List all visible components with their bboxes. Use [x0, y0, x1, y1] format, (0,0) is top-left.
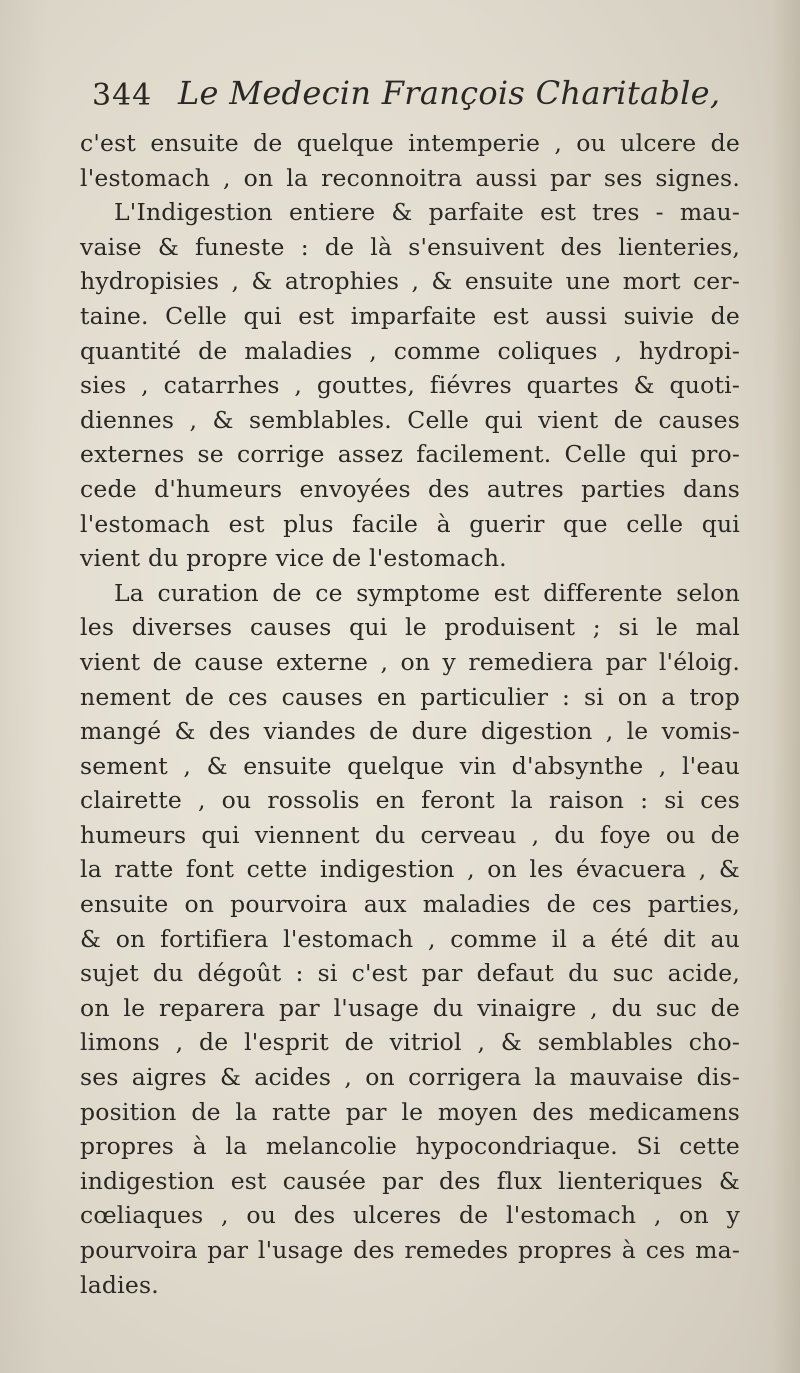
text-line: nement de ces causes en particulier : si on a trop: [80, 682, 740, 711]
text-line: les diverses causes qui le produisent ; si le mal: [80, 613, 740, 642]
text-line: on le reparera par l'usage du vinaigre , du suc de: [80, 993, 740, 1022]
text-line: c'est ensuite de quelque intemperie , ou ulcere de: [80, 129, 740, 157]
text-line: quantité de maladies , comme coliques , hydropi-: [80, 336, 740, 365]
text-line: taine. Celle qui est imparfaite est aussi suivie de: [80, 301, 740, 330]
page-number: 344: [92, 78, 153, 113]
text-line: vaise & funeste : de là s'ensuivent des lienteries,: [80, 232, 740, 261]
page-header: [92, 74, 721, 124]
text-line: vient de cause externe , on y remediera par l'éloig.: [80, 647, 740, 676]
text-line: humeurs qui viennent du cerveau , du foye ou de: [80, 820, 740, 849]
text-line: ensuite on pourvoira aux maladies de ces parties,: [80, 890, 740, 919]
running-head-title: Le Medecin François Charitable,: [178, 74, 721, 112]
paragraph-start-line: L'Indigestion entiere & parfaite est tres - mau-: [114, 198, 740, 227]
paragraph-end-line: vient du propre vice de l'estomach.: [80, 544, 507, 573]
text-line: l'estomach est plus facile à guerir que celle qui: [80, 509, 740, 538]
text-line: & on fortifiera l'estomach , comme il a été dit au: [80, 924, 740, 953]
paragraph-end-line: ladies.: [80, 1270, 159, 1299]
text-line: pourvoira par l'usage des remedes propres à ces ma-: [80, 1236, 740, 1264]
text-line: indigestion est causée par des flux lienteriques &: [80, 1166, 740, 1195]
text-line: cede d'humeurs envoyées des autres parties dans: [80, 474, 740, 503]
text-line: l'estomach , on la reconnoitra aussi par ses signes.: [80, 163, 740, 192]
text-line: externes se corrige assez facilement. Celle qui pro-: [80, 440, 740, 469]
text-line: sies , catarrhes , gouttes, fiévres quartes & quoti-: [80, 371, 740, 400]
text-line: ses aigres & acides , on corrigera la mauvaise dis-: [80, 1063, 740, 1092]
body-text: [80, 126, 740, 1302]
text-line: propres à la melancolie hypocondriaque. Si cette: [80, 1132, 740, 1161]
text-line: sujet du dégoût : si c'est par defaut du suc acide,: [80, 959, 740, 988]
text-line: position de la ratte par le moyen des medicamens: [80, 1097, 740, 1126]
paragraph-start-line: La curation de ce symptome est differente selon: [114, 578, 740, 607]
text-line: sement , & ensuite quelque vin d'absynthe , l'eau: [80, 751, 740, 780]
text-line: clairette , ou rossolis en feront la raison : si ces: [80, 786, 740, 815]
text-line: cœliaques , ou des ulceres de l'estomach , on y: [80, 1201, 740, 1230]
text-line: hydropisies , & atrophies , & ensuite une mort cer-: [80, 267, 740, 296]
text-line: limons , de l'esprit de vitriol , & semblables cho-: [80, 1028, 740, 1057]
text-line: mangé & des viandes de dure digestion , le vomis-: [80, 717, 740, 746]
text-line: diennes , & semblables. Celle qui vient de causes: [80, 405, 740, 434]
text-line: la ratte font cette indigestion , on les évacuera , &: [80, 855, 740, 884]
